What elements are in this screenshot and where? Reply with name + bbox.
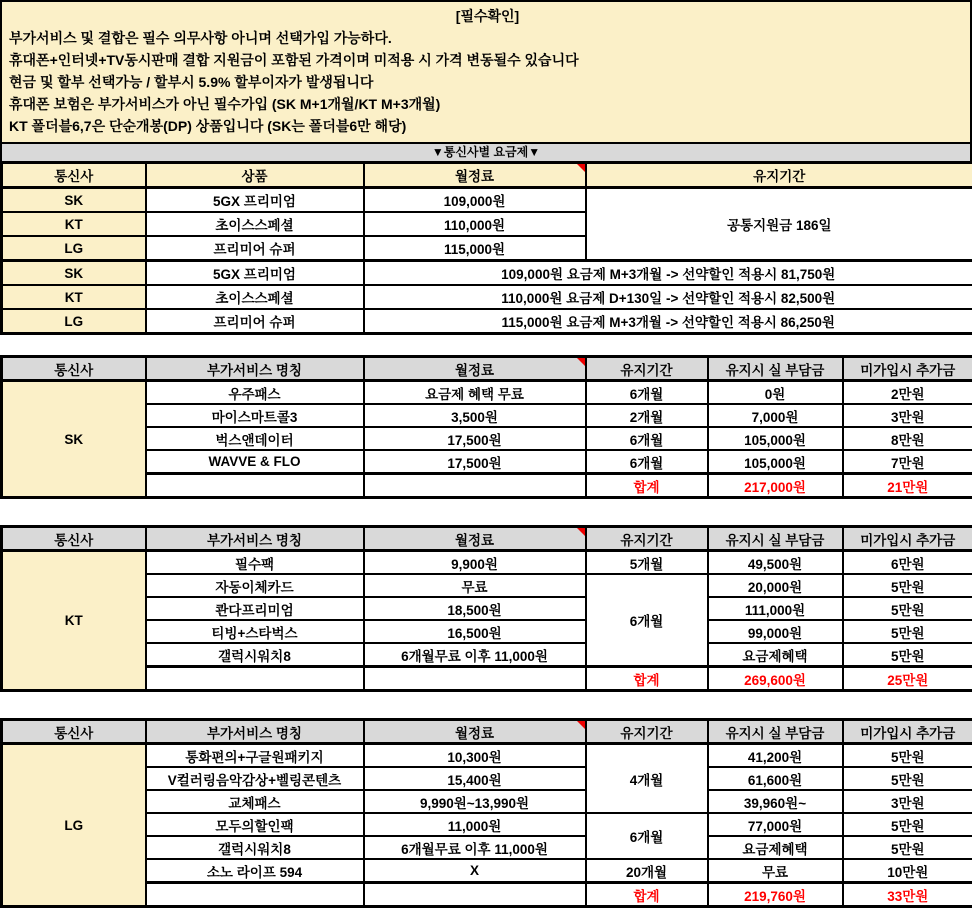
notice-line: 부가서비스 및 결합은 필수 의무사항 아니며 선택가입 가능하다. — [9, 27, 966, 49]
cell-no-join-fee: 6만원 — [843, 551, 972, 575]
carrier-cell-kt: KT — [2, 551, 146, 691]
cell-no-join-fee: 10만원 — [843, 859, 972, 883]
cell-monthly: 16,500원 — [364, 620, 586, 643]
cell-monthly: 15,400원 — [364, 767, 586, 790]
cell-period-merged: 6개월 — [586, 813, 708, 859]
cell-period-merged: 6개월 — [586, 574, 708, 667]
cell-keep-cost: 49,500원 — [708, 551, 843, 575]
col-header-carrier: 통신사 — [2, 720, 146, 744]
cell-period: 6개월 — [586, 427, 708, 450]
cell-addon-name: WAVVE & FLO — [146, 450, 364, 474]
sk-addon-table — [0, 355, 972, 499]
total-row — [2, 883, 972, 907]
cell-addon-name: 소노 라이프 594 — [146, 859, 364, 883]
empty-cell — [146, 474, 364, 498]
cell-no-join-fee: 5만원 — [843, 643, 972, 667]
cell-product: 초이스스페셜 — [146, 285, 364, 309]
spacer — [0, 335, 972, 355]
notice-title: [필수확인] — [9, 5, 966, 27]
col-header-monthly — [364, 163, 586, 188]
cell-period: 20개월 — [586, 859, 708, 883]
cell-keep-cost: 0원 — [708, 381, 843, 405]
cell-monthly: 3,500원 — [364, 404, 586, 427]
cell-carrier: SK — [2, 261, 146, 286]
cell-monthly: 요금제 혜택 무료 — [364, 381, 586, 405]
notice-line: 현금 및 할부 선택가능 / 할부시 5.9% 할부이자가 발생됩니다 — [9, 71, 966, 93]
empty-cell — [146, 883, 364, 907]
cell-addon-name: 자동이체카드 — [146, 574, 364, 597]
table-row — [2, 744, 972, 768]
table-row — [2, 790, 972, 813]
col-header-period: 유지기간 — [586, 163, 972, 188]
total-no-join-fee-cell: 33만원 — [843, 883, 972, 907]
cell-addon-name: 통화편의+구글원패키지 — [146, 744, 364, 768]
cell-product: 5GX 프리미엄 — [146, 188, 364, 213]
table-row — [2, 643, 972, 667]
cell-monthly: X — [364, 859, 586, 883]
cell-period: 6개월 — [586, 450, 708, 474]
col-header-addon-name: 부가서비스 명칭 — [146, 720, 364, 744]
cell-addon-name: 갤럭시워치8 — [146, 836, 364, 859]
cell-no-join-fee: 5만원 — [843, 836, 972, 859]
cell-keep-cost: 20,000원 — [708, 574, 843, 597]
table-row — [2, 188, 972, 213]
cell-monthly: 6개월무료 이후 11,000원 — [364, 643, 586, 667]
cell-no-join-fee: 7만원 — [843, 450, 972, 474]
cell-keep-cost: 61,600원 — [708, 767, 843, 790]
cell-no-join-fee: 2만원 — [843, 381, 972, 405]
cell-keep-cost: 요금제혜택 — [708, 643, 843, 667]
cell-no-join-fee: 5만원 — [843, 597, 972, 620]
col-header-monthly-label: 월정료 — [455, 169, 494, 184]
col-header-keep-cost: 유지시 실 부담금 — [708, 527, 843, 551]
empty-cell — [146, 667, 364, 691]
col-header-monthly — [364, 527, 586, 551]
cell-monthly: 110,000원 — [364, 212, 586, 236]
plan-rate-table — [0, 161, 972, 335]
total-no-join-fee-cell: 25만원 — [843, 667, 972, 691]
cell-product: 프리미어 슈퍼 — [146, 309, 364, 334]
cell-monthly: 11,000원 — [364, 813, 586, 836]
col-header-monthly — [364, 357, 586, 381]
comment-marker-icon — [577, 358, 585, 366]
empty-cell — [364, 474, 586, 498]
cell-period: 2개월 — [586, 404, 708, 427]
table-row — [2, 285, 972, 309]
table-row — [2, 597, 972, 620]
col-header-keep-cost: 유지시 실 부담금 — [708, 720, 843, 744]
total-label-cell: 합계 — [586, 474, 708, 498]
empty-cell — [364, 883, 586, 907]
cell-monthly: 109,000원 — [364, 188, 586, 213]
cell-keep-cost: 7,000원 — [708, 404, 843, 427]
col-header-addon-name: 부가서비스 명칭 — [146, 357, 364, 381]
carrier-cell-lg: LG — [2, 744, 146, 907]
table-row — [2, 620, 972, 643]
cell-addon-name: 콴다프리미엄 — [146, 597, 364, 620]
cell-carrier: KT — [2, 285, 146, 309]
spacer — [0, 499, 972, 525]
cell-keep-cost: 요금제혜택 — [708, 836, 843, 859]
col-header-monthly — [364, 720, 586, 744]
cell-addon-name: 우주패스 — [146, 381, 364, 405]
cell-period: 6개월 — [586, 381, 708, 405]
col-header-period: 유지기간 — [586, 720, 708, 744]
table-row — [2, 574, 972, 597]
section-title-band: ▼통신사별 요금제▼ — [0, 144, 972, 161]
lg-addon-table — [0, 718, 972, 908]
notice-line: 휴대폰+인터넷+TV동시판매 결합 지원금이 포함된 가격이며 미적용 시 가격 변동될수 있습니다 — [9, 49, 966, 71]
cell-monthly: 10,300원 — [364, 744, 586, 768]
cell-keep-cost: 41,200원 — [708, 744, 843, 768]
comment-marker-icon — [577, 164, 585, 172]
total-row — [2, 474, 972, 498]
cell-discount-detail: 110,000원 요금제 D+130일 -> 선약할인 적용시 82,500원 — [364, 285, 972, 309]
cell-monthly: 6개월무료 이후 11,000원 — [364, 836, 586, 859]
cell-no-join-fee: 8만원 — [843, 427, 972, 450]
cell-no-join-fee: 5만원 — [843, 767, 972, 790]
total-row — [2, 667, 972, 691]
comment-marker-icon — [577, 528, 585, 536]
cell-product: 5GX 프리미엄 — [146, 261, 364, 286]
notice-line: 휴대폰 보험은 부가서비스가 아닌 필수가입 (SK M+1개월/KT M+3개월) — [9, 93, 966, 115]
empty-cell — [364, 667, 586, 691]
cell-addon-name: 모두의할인팩 — [146, 813, 364, 836]
table-row — [2, 381, 972, 405]
table-row — [2, 813, 972, 836]
cell-addon-name: V컬러링음악감상+벨링콘텐츠 — [146, 767, 364, 790]
cell-monthly: 9,990원~13,990원 — [364, 790, 586, 813]
cell-keep-cost: 39,960원~ — [708, 790, 843, 813]
col-header-carrier: 통신사 — [2, 527, 146, 551]
col-header-no-join-fee: 미가입시 추가금 — [843, 357, 972, 381]
cell-no-join-fee: 5만원 — [843, 574, 972, 597]
total-keep-cost-cell: 269,600원 — [708, 667, 843, 691]
table-row — [2, 836, 972, 859]
cell-monthly: 18,500원 — [364, 597, 586, 620]
cell-no-join-fee: 3만원 — [843, 404, 972, 427]
table-row — [2, 309, 972, 334]
col-header-addon-name: 부가서비스 명칭 — [146, 527, 364, 551]
cell-no-join-fee: 3만원 — [843, 790, 972, 813]
comment-marker-icon — [577, 721, 585, 729]
cell-monthly: 17,500원 — [364, 427, 586, 450]
total-label-cell: 합계 — [586, 883, 708, 907]
cell-period-note: 공통지원금 186일 — [586, 188, 972, 261]
table-row — [2, 427, 972, 450]
kt-addon-table — [0, 525, 972, 692]
col-header-no-join-fee: 미가입시 추가금 — [843, 527, 972, 551]
col-header-keep-cost: 유지시 실 부담금 — [708, 357, 843, 381]
table-row — [2, 859, 972, 883]
table-row — [2, 261, 972, 286]
cell-addon-name: 티빙+스타벅스 — [146, 620, 364, 643]
cell-monthly: 9,900원 — [364, 551, 586, 575]
total-keep-cost-cell: 217,000원 — [708, 474, 843, 498]
total-keep-cost-cell: 219,760원 — [708, 883, 843, 907]
col-header-carrier: 통신사 — [2, 163, 146, 188]
cell-keep-cost: 111,000원 — [708, 597, 843, 620]
cell-carrier: LG — [2, 236, 146, 261]
col-header-period: 유지기간 — [586, 527, 708, 551]
cell-keep-cost: 105,000원 — [708, 427, 843, 450]
cell-addon-name: 벅스앤데이터 — [146, 427, 364, 450]
table-row — [2, 551, 972, 575]
cell-carrier: LG — [2, 309, 146, 334]
cell-product: 초이스스페셜 — [146, 212, 364, 236]
cell-no-join-fee: 5만원 — [843, 620, 972, 643]
col-header-period: 유지기간 — [586, 357, 708, 381]
cell-monthly: 무료 — [364, 574, 586, 597]
col-header-carrier: 통신사 — [2, 357, 146, 381]
table-row — [2, 404, 972, 427]
cell-discount-detail: 109,000원 요금제 M+3개월 -> 선약할인 적용시 81,750원 — [364, 261, 972, 286]
table-row — [2, 450, 972, 474]
carrier-cell-sk: SK — [2, 381, 146, 498]
col-header-no-join-fee: 미가입시 추가금 — [843, 720, 972, 744]
col-header-monthly-label: 월정료 — [455, 533, 494, 548]
cell-keep-cost: 77,000원 — [708, 813, 843, 836]
spacer — [0, 692, 972, 718]
notice-line: KT 폴더블6,7은 단순개봉(DP) 상품입니다 (SK는 폴더블6만 해당) — [9, 115, 966, 137]
col-header-monthly-label: 월정료 — [455, 726, 494, 741]
table-row — [2, 767, 972, 790]
cell-addon-name: 갤럭시워치8 — [146, 643, 364, 667]
col-header-monthly-label: 월정료 — [455, 363, 494, 378]
cell-monthly: 115,000원 — [364, 236, 586, 261]
cell-keep-cost: 무료 — [708, 859, 843, 883]
total-label-cell: 합계 — [586, 667, 708, 691]
cell-no-join-fee: 5만원 — [843, 744, 972, 768]
cell-product: 프리미어 슈퍼 — [146, 236, 364, 261]
cell-monthly: 17,500원 — [364, 450, 586, 474]
cell-keep-cost: 99,000원 — [708, 620, 843, 643]
cell-keep-cost: 105,000원 — [708, 450, 843, 474]
cell-carrier: SK — [2, 188, 146, 213]
cell-period: 5개월 — [586, 551, 708, 575]
col-header-product: 상품 — [146, 163, 364, 188]
cell-addon-name: 마이스마트콜3 — [146, 404, 364, 427]
cell-addon-name: 필수팩 — [146, 551, 364, 575]
cell-carrier: KT — [2, 212, 146, 236]
cell-discount-detail: 115,000원 요금제 M+3개월 -> 선약할인 적용시 86,250원 — [364, 309, 972, 334]
total-no-join-fee-cell: 21만원 — [843, 474, 972, 498]
cell-addon-name: 교체패스 — [146, 790, 364, 813]
cell-period-merged: 4개월 — [586, 744, 708, 814]
notice-block — [0, 0, 972, 144]
cell-no-join-fee: 5만원 — [843, 813, 972, 836]
